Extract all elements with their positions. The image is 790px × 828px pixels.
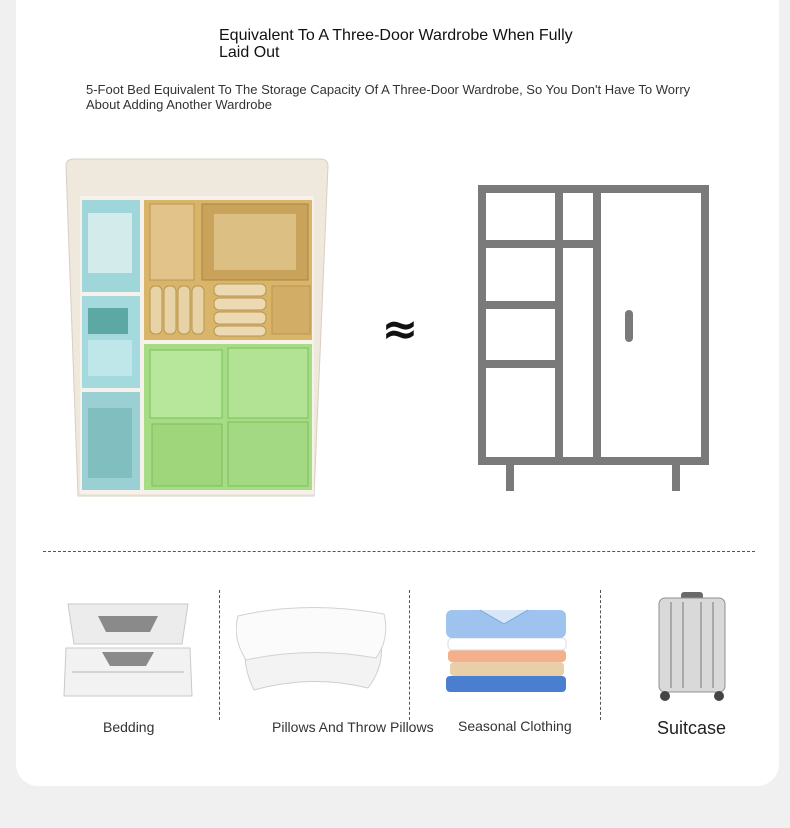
folded-duvet-icon (62, 598, 194, 700)
approximately-equal-icon: ≈ (381, 304, 419, 355)
item-divider (600, 590, 601, 720)
page-title: Equivalent To A Three-Door Wardrobe When Fully Laid Out (219, 27, 573, 61)
pillows-icon (236, 604, 388, 692)
page-subtitle: 5-Foot Bed Equivalent To The Storage Capacity Of A Three-Door Wardrobe, So You Don't Have To Worry About Adding Another Wardrobe (86, 82, 691, 112)
bed-storage-image (64, 158, 330, 500)
section-divider (43, 551, 755, 552)
wardrobe-icon (477, 184, 713, 494)
suitcase-icon (655, 592, 729, 702)
item-label: Seasonal Clothing (458, 718, 572, 734)
folded-clothes-icon (440, 606, 570, 696)
item-label: Bedding (103, 719, 155, 735)
item-divider (219, 590, 220, 720)
item-label: Pillows And Throw Pillows (272, 719, 434, 735)
item-divider (409, 590, 410, 720)
item-label: Suitcase (657, 718, 727, 738)
